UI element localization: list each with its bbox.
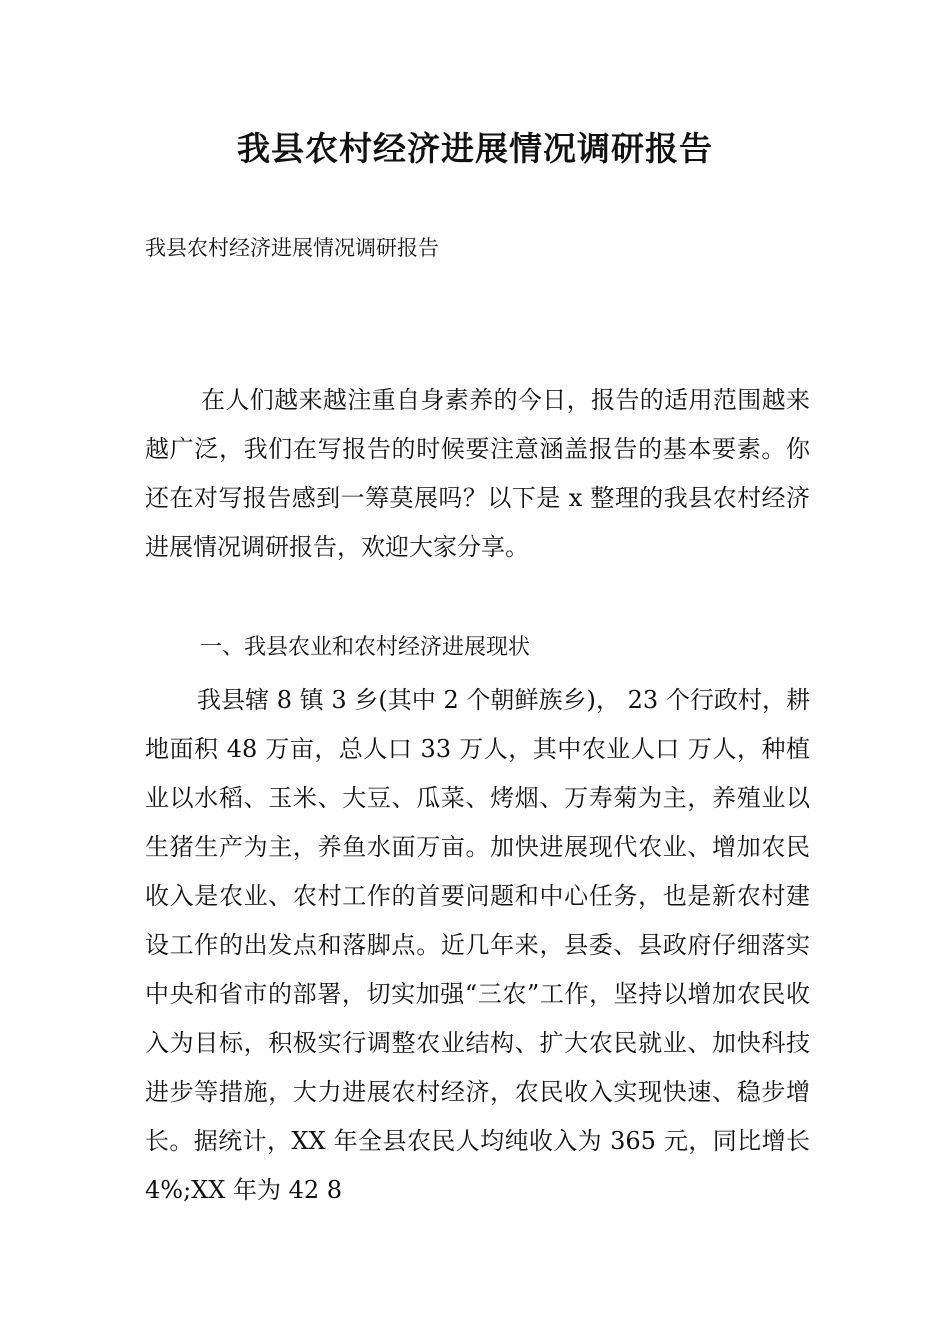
section-paragraph: 我县辖 8 镇 3 乡(其中 2 个朝鲜族乡)， 23 个行政村，耕地面积 48 万亩，总人口 33 万人，其中农业人口 万人，种植业以水稻、玉米、大豆、瓜菜、烤烟、万寿菊为主，养殖业以生猪生产为主，养鱼水面万亩。加快进展现代农业、增加农民收入是农业、农村工作的首要问题和中心任务，也是新农村建设工作的出发点和落脚点。近几年来，县委、县政府仔细落实中央和省市的部署，切实加强“三农”工作，坚持以增加农民收入为目标，积极实行调整农业结构、扩大农民就业、加快科技进步等措施，大力进展农村经济，农民收入实现快速、稳步增长。据统计，XX 年全县农民人均纯收入为 365 元，同比增长 4%;XX 年为 42 8 [145, 686, 810, 1204]
document-title: 我县农村经济进展情况调研报告 [237, 129, 713, 168]
section-heading: 一、我县农业和农村经济进展现状 [200, 635, 531, 660]
document-subtitle: 我县农村经济进展情况调研报告 [145, 236, 439, 260]
intro-paragraph: 在人们越来越注重自身素养的今日，报告的适用范围越来越广泛，我们在写报告的时候要注意涵盖报告的基本要素。你还在对写报告感到一筹莫展吗？以下是 x 整理的我县农村经济进展情况调研报告，欢迎大家分享。 [145, 386, 810, 561]
